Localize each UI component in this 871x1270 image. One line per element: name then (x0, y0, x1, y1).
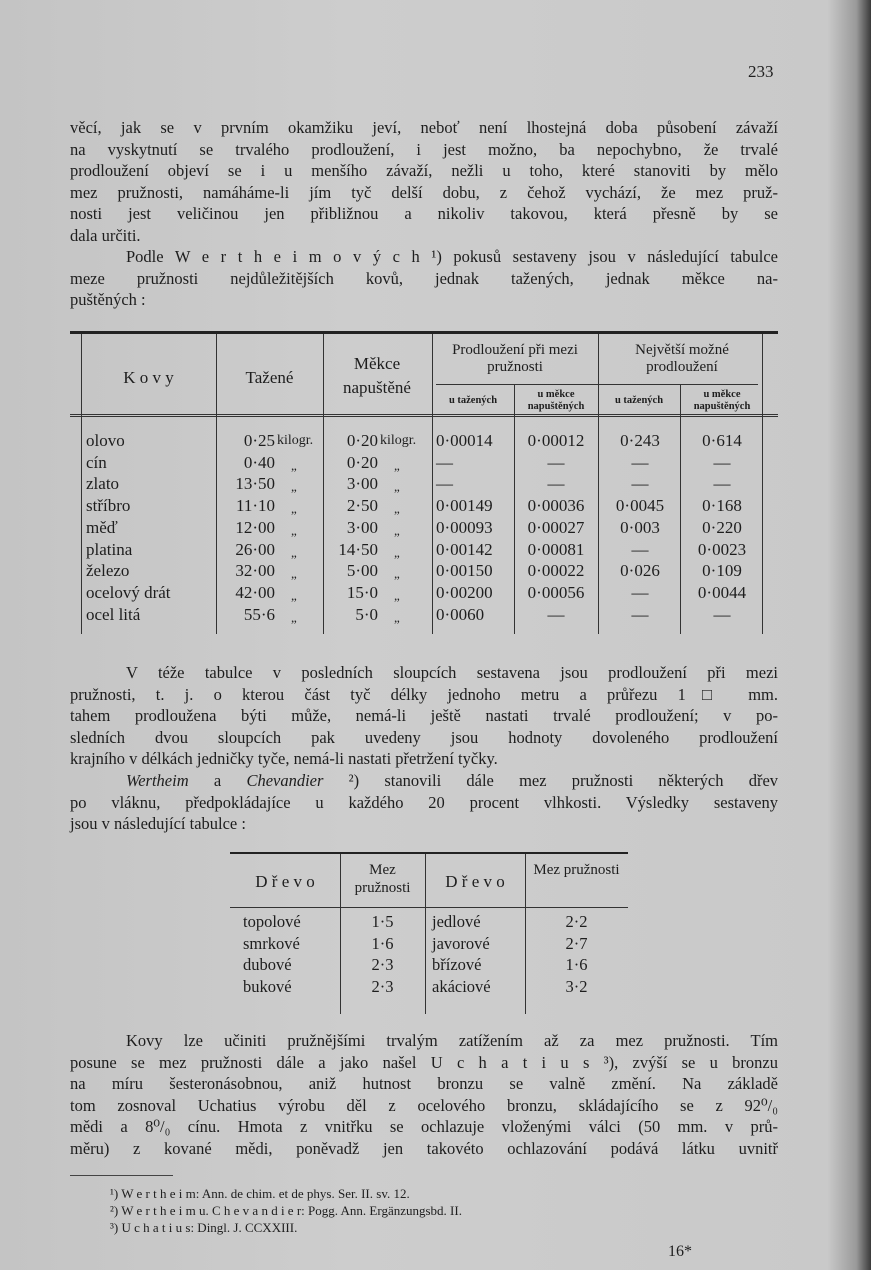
cell-n-m: — (713, 452, 731, 472)
text-line: dala určiti. (70, 225, 141, 245)
cell-mekce: 0·20 (346, 452, 378, 472)
text: ²) stanovili dále mez pružnosti některých dřev (348, 771, 779, 790)
text-line: krajního v délkách jedničky tyče, nemá-li nastati přetržení tyčky. (70, 749, 498, 769)
cell-mekce: 5·0 (355, 604, 378, 624)
cell-mekce: 2·50 (346, 496, 378, 516)
text-line: meze pružnosti nejdůležitějších kovů, jednak tažených, jednak měkce na- (70, 268, 778, 288)
text-line: prodloužení objeví se i u menšího závaží, nežli u toho, které stanoviti by mělo (70, 161, 778, 181)
cell-kov: měď (86, 517, 118, 537)
page-number: 233 (748, 62, 774, 81)
text-line: věcí, jak se v prvním okamžiku jeví, neboť není lhostejná doba působení závaží (70, 118, 778, 137)
text-line: měru) z kované mědi, poněvadž jen takovéto ochlazování podává látku uvnitř (70, 1138, 778, 1158)
ditto-mark: „ (394, 457, 400, 473)
cell-mekce: 3·00 (346, 517, 378, 537)
ditto-mark: „ (291, 587, 297, 603)
cell-p-t: 0·00150 (436, 561, 493, 581)
cell-wood: dubové (243, 955, 292, 975)
cell-p-m: 0·00081 (527, 539, 585, 559)
cell-mekce: 15·0 (346, 582, 378, 602)
cell-p-t: 0·00200 (436, 582, 493, 602)
cell-wood: bukové (243, 977, 292, 997)
cell-n-m: 0·168 (702, 496, 742, 516)
cell-n-m: 0·614 (702, 431, 742, 450)
cell-elastic-limit: 1·6 (565, 955, 588, 975)
cell-tazene: 11·10 (235, 496, 275, 516)
ditto-mark: „ (291, 609, 297, 625)
cell-kov: zlato (86, 474, 120, 494)
text-line: tom zosnoval Uchatius výrobu děl z ocelového bronzu, skládajícího se z 92⁰/₀ (70, 1095, 778, 1115)
text-line: pružnosti, t. j. o kterou část tyč délky jednoho metru a průřezu 1□ mm. (70, 684, 778, 704)
ditto-mark: „ (291, 479, 297, 495)
footnote-2: ²) W e r t h e i m u. C h e v a n d i e r: Pogg. Ann. Ergänzungsbd. II. (110, 1203, 462, 1218)
cell-elastic-limit: 1·5 (371, 912, 394, 931)
cell-tazene: 12·00 (235, 517, 275, 537)
header-drevo: D ř e v o (255, 872, 315, 891)
cell-n-m: 0·109 (702, 561, 742, 581)
header-kovy: K o v y (123, 368, 174, 387)
cell-p-t: — (436, 452, 453, 472)
footnote-1: ¹) W e r t h e i m: Ann. de chim. et de phys. Ser. II. sv. 12. (110, 1186, 410, 1201)
paragraph-5 (70, 1030, 778, 1160)
ditto-mark: „ (291, 457, 297, 473)
cell-p-t: 0·00142 (436, 539, 493, 559)
cell-elastic-limit: 2·3 (371, 977, 394, 997)
paragraph-1 (70, 117, 778, 247)
cell-n-t: — (631, 452, 649, 472)
header-nejvetsi: Největší možné prodloužení (635, 342, 729, 375)
cell-wood: smrkové (243, 933, 300, 953)
cell-p-m: 0·00012 (527, 431, 585, 450)
footnote-rule (70, 1175, 173, 1176)
cell-kov: železo (86, 561, 130, 581)
cell-p-m: — (547, 474, 565, 494)
cell-n-t: — (631, 582, 649, 602)
ditto-mark: „ (394, 566, 400, 582)
subheader-u-tazenych: u tažených (448, 395, 498, 406)
header-drevo: D ř e v o (445, 872, 505, 891)
cell-n-t: — (631, 539, 649, 559)
cell-n-m: — (713, 474, 731, 494)
header-mekce: Měkce napuštěné (343, 354, 411, 397)
metals-elasticity-table (70, 331, 778, 634)
cell-n-m: 0·0044 (697, 582, 747, 602)
ditto-mark: „ (291, 522, 297, 538)
cell-mekce: 5·00 (346, 561, 378, 581)
cell-elastic-limit: 2·2 (565, 912, 588, 931)
cell-p-t: 0·00149 (436, 496, 493, 516)
text-line: V téže tabulce v posledních sloupcích sestavena jsou prodloužení při mezi (126, 663, 778, 682)
cell-n-t: 0·0045 (615, 496, 665, 516)
ditto-mark: „ (394, 609, 400, 625)
cell-p-t: — (436, 474, 453, 494)
text-line: po vláknu, předpokládajíce u každého 20 procent vlhkosti. Výsledky sestaveny (70, 792, 778, 812)
cell-kov: olovo (86, 431, 125, 450)
cell-p-m: — (547, 452, 565, 472)
text-line: puštěných : (70, 290, 146, 310)
cell-wood: břízové (432, 955, 482, 975)
cell-n-m: — (713, 604, 731, 624)
cell-tazene: 55·6 (243, 604, 275, 624)
paragraph-4 (70, 770, 778, 835)
cell-elastic-limit: 1·6 (371, 933, 394, 953)
cell-mekce: 14·50 (338, 539, 378, 559)
unit-label: kilogr. (277, 433, 314, 448)
text-line: posune se mez pružnosti dále a jako našel U c h a t i u s ³), zvýší se u bronzu (70, 1052, 778, 1072)
subheader-u-tazenych: u tažených (614, 395, 664, 406)
cell-tazene: 42·00 (235, 582, 275, 602)
text-line: mez pružnosti, namáháme-li jím tyč delší dobu, z čehož vychází, že mez pruž- (70, 182, 778, 202)
signature-mark: 16* (668, 1243, 692, 1260)
author-chevandier: Chevandier (246, 771, 324, 790)
wood-elasticity-table (230, 852, 628, 1014)
text-line: mědi a 8⁰/₀ cínu. Hmota z vnitřku se ochlazuje vloženými válci (50 mm. v prů- (70, 1117, 778, 1137)
cell-n-t: — (631, 604, 649, 624)
cell-tazene: 26·00 (235, 539, 275, 559)
unit-label: kilogr. (380, 433, 417, 448)
cell-n-m: 0·220 (702, 517, 742, 537)
cell-mekce: 3·00 (346, 474, 378, 494)
ditto-mark: „ (291, 501, 297, 517)
cell-n-t: 0·243 (620, 431, 660, 450)
cell-elastic-limit: 2·3 (371, 955, 394, 975)
text-line: Podle W e r t h e i m o v ý c h ¹) pokusů sestaveny jsou v následující tabulce (126, 247, 778, 266)
text-line: nosti jest veličinou jen přibližnou a nikoliv takovou, která přesně by se (70, 204, 778, 224)
cell-p-m: 0·00036 (527, 496, 585, 516)
cell-p-m: 0·00022 (527, 561, 585, 581)
subheader-u-mekce: u měkce napuštěných (693, 389, 751, 412)
cell-n-t: 0·003 (620, 517, 660, 537)
cell-p-t: 0·00093 (436, 517, 493, 537)
cell-kov: stříbro (86, 496, 131, 516)
cell-tazene: 13·50 (235, 474, 275, 494)
conjunction: a (213, 771, 222, 790)
cell-kov: ocel litá (86, 604, 141, 624)
text-line: na vyskytnutí se trvalého prodloužení, i jest možno, ba nepochybno, že trvalé (70, 139, 778, 159)
cell-wood: akáciové (432, 977, 491, 997)
cell-p-m: 0·00056 (527, 582, 585, 602)
header-mez: Mez pružnosti (533, 862, 620, 878)
cell-tazene: 32·00 (235, 561, 275, 581)
cell-kov: platina (86, 539, 133, 559)
text-line: sledních dvou sloupcích pak uvedeny jsou hodnoty dovoleného prodloužení (70, 727, 778, 747)
ditto-mark: „ (394, 544, 400, 560)
ditto-mark: „ (394, 479, 400, 495)
paragraph-3 (70, 662, 778, 770)
ditto-mark: „ (394, 501, 400, 517)
cell-elastic-limit: 2·7 (565, 933, 588, 953)
cell-tazene: 0·25 (243, 431, 275, 450)
footnote-3: ³) U c h a t i u s: Dingl. J. CCXXIII. (110, 1220, 298, 1235)
paragraph-2 (70, 246, 778, 311)
text-line (70, 770, 778, 792)
cell-n-t: 0·026 (620, 561, 660, 581)
cell-p-t: 0·00014 (436, 431, 493, 450)
cell-kov: ocelový drát (86, 582, 171, 602)
text-line: Kovy lze učiniti pružnějšími trvalým zatížením až za mez pružnosti. Tím (126, 1031, 778, 1050)
cell-n-m: 0·0023 (697, 539, 747, 559)
text-line: na míru šesteronásobnou, aniž hutnost bronzu se valně změní. Na základě (70, 1074, 778, 1094)
cell-wood: topolové (243, 912, 301, 931)
cell-p-m: — (547, 604, 565, 624)
author-wertheim: Wertheim (126, 771, 189, 790)
cell-p-m: 0·00027 (527, 517, 585, 537)
header-mez: Mez pružnosti (354, 862, 411, 896)
cell-tazene: 0·40 (243, 452, 275, 472)
cell-mekce: 0·20 (346, 431, 378, 450)
header-tazene: Tažené (245, 368, 294, 387)
ditto-mark: „ (394, 522, 400, 538)
subheader-u-mekce: u měkce napuštěných (527, 389, 585, 412)
text-line: tahem prodloužena býti může, nemá-li ještě nastati trvalé prodloužení; v po- (70, 706, 778, 726)
cell-n-t: — (631, 474, 649, 494)
cell-wood: javorové (432, 933, 490, 953)
cell-kov: cín (86, 452, 107, 472)
text-line: jsou v následující tabulce : (70, 814, 246, 834)
ditto-mark: „ (291, 544, 297, 560)
cell-wood: jedlové (432, 912, 481, 931)
header-prodlouzeni: Prodloužení při mezi pružnosti (452, 342, 578, 375)
cell-elastic-limit: 3·2 (565, 977, 588, 997)
ditto-mark: „ (394, 587, 400, 603)
ditto-mark: „ (291, 566, 297, 582)
cell-p-t: 0·0060 (436, 604, 485, 624)
